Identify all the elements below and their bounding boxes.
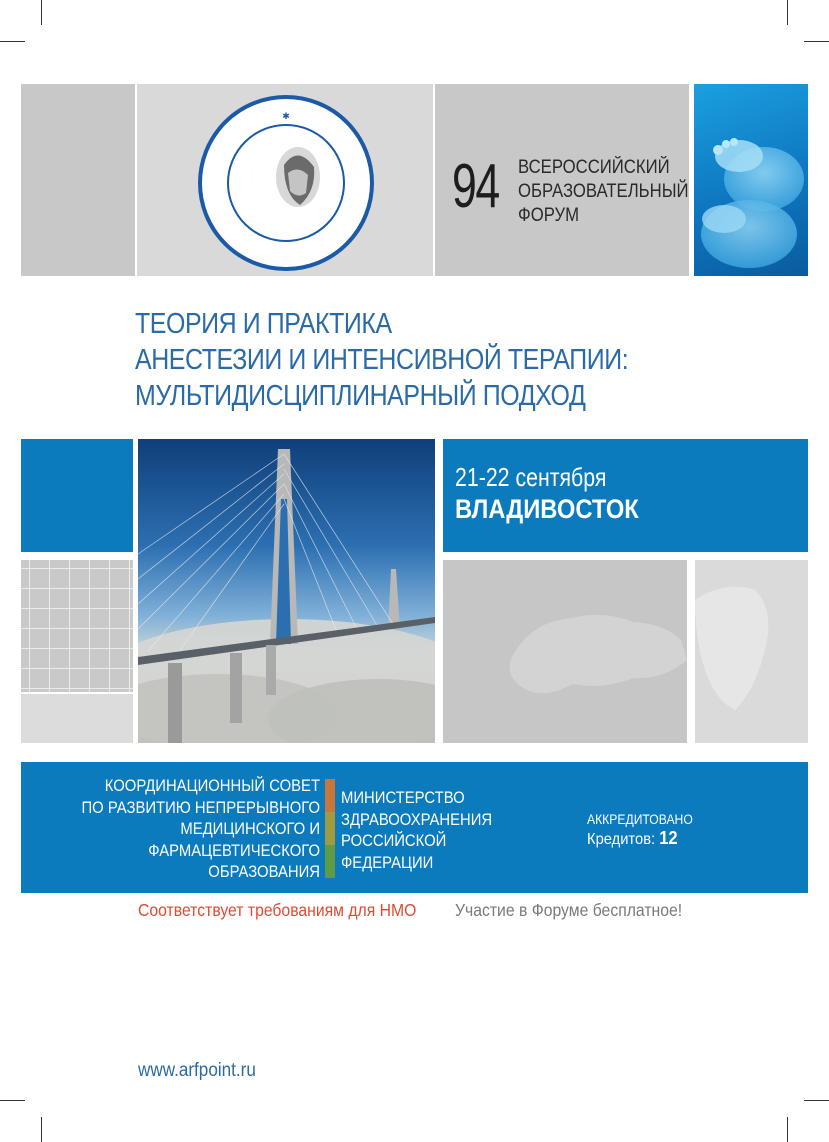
event-city: ВЛАДИВОСТОК xyxy=(455,494,639,524)
council-line-1: КООРДИНАЦИОННЫЙ СОВЕТ xyxy=(104,777,320,795)
mid-left-grey-panel xyxy=(21,694,133,743)
council-line-4: ФАРМАЦЕВТИЧЕСКОГО xyxy=(148,841,320,860)
forum-number: 94 xyxy=(452,152,499,221)
ministry-line-4: ФЕДЕРАЦИИ xyxy=(341,853,434,872)
crop-mark xyxy=(41,0,42,25)
crop-mark xyxy=(787,1117,788,1142)
forum-line-2: ОБРАЗОВАТЕЛЬНЫЙ xyxy=(518,181,689,202)
crop-mark xyxy=(787,0,788,25)
association-logo xyxy=(198,95,374,271)
ministry-line-3: РОССИЙСКОЙ xyxy=(341,832,447,850)
forum-name xyxy=(518,156,689,228)
website-link[interactable]: www.arfpoint.ru xyxy=(138,1060,256,1081)
council-line-5: ОБРАЗОВАНИЯ xyxy=(208,863,320,881)
council-line-3: МЕДИЦИНСКОГО И xyxy=(180,820,320,838)
title-line-2: АНЕСТЕЗИИ И ИНТЕНСИВНОЙ ТЕРАПИИ: xyxy=(135,344,629,376)
ministry-text xyxy=(341,788,509,874)
credits-label: Кредитов: xyxy=(587,831,656,848)
council-line-2: ПО РАЗВИТИЮ НЕПРЕРЫВНОГО xyxy=(81,798,320,817)
map-panel xyxy=(443,560,687,743)
title-line-1: ТЕОРИЯ И ПРАКТИКА xyxy=(135,308,392,340)
crop-mark xyxy=(0,41,25,42)
credits-line xyxy=(587,828,695,849)
title-line-3: МУЛЬТИДИСЦИПЛИНАРНЫЙ ПОДХОД xyxy=(135,380,586,412)
nmo-note: Соответствует требованиям для НМО xyxy=(138,900,417,920)
ministry-line-2: ЗДРАВООХРАНЕНИЯ xyxy=(341,810,493,829)
council-text xyxy=(55,776,320,884)
top-left-panel xyxy=(21,84,135,276)
bridge-photo xyxy=(138,439,435,743)
forum-line-3: ФОРУМ xyxy=(518,205,580,226)
baby-photo xyxy=(694,84,808,276)
forum-line-1: ВСЕРОССИЙСКИЙ xyxy=(518,157,670,178)
free-participation-note: Участие в Форуме бесплатное! xyxy=(455,900,683,920)
map-right-panel xyxy=(695,560,808,743)
event-dates: 21-22 сентября xyxy=(455,462,607,492)
grid-pattern-panel xyxy=(21,560,133,692)
crop-mark xyxy=(41,1117,42,1142)
accreditation-block xyxy=(587,812,705,849)
credits-value: 12 xyxy=(659,828,678,848)
tricolor-divider xyxy=(325,779,335,878)
event-title xyxy=(135,306,709,414)
crop-mark xyxy=(804,1100,829,1101)
ministry-line-1: МИНИСТЕРСТВО xyxy=(341,789,465,807)
crop-mark xyxy=(804,41,829,42)
svg-text:✱: ✱ xyxy=(282,111,290,121)
crop-mark xyxy=(0,1100,25,1101)
accreditation-label: АККРЕДИТОВАНО xyxy=(587,812,693,827)
mid-left-blue-panel xyxy=(21,439,133,552)
